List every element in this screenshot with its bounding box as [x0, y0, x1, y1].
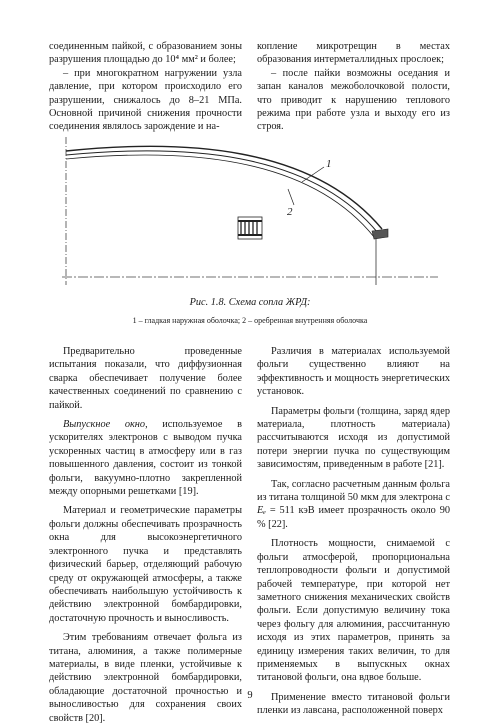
paragraph: Выпускное окно, используемое в ускорителях электронов с выводом пучка ускоренных частиц в атмосферу или в газ повышенного давления, состоит из тонкой фольги, вакуумно-плотно закрепленной между опорными решетками [19]. [49, 419, 242, 498]
paragraph: Параметры фольги (толщина, заряд ядер материала, плотность материала) рассчитываются исходя из допустимой потери энергии пучка по существующим зависимостям, приведенным в работе [21]. [257, 405, 450, 471]
label-2: 2 [287, 206, 293, 218]
text-column-left-bottom [49, 345, 242, 725]
text-column-left-top [49, 40, 242, 134]
paragraph: Предварительно проведенные испытания показали, что диффузионная сварка обеспечивает получение более качественных соединений по сравнению с пайкой. [49, 346, 242, 411]
text-column-right-bottom [257, 345, 450, 718]
paragraph: Плотность мощности, снимаемой с фольги атмосферой, пропорциональна теплопроводности фольги и допустимой рабочей температуре, при которой нет заметного снижения механических свойств фольги. Если допустимую величину тока через фольгу для алюминия, рассчитанную исходя из этих параметров, принять за единицу измерения таких величин, то для применяемых в выпускных окнах титановой фольги, она вдвое больше. [257, 538, 450, 684]
nozzle-diagram [62, 137, 438, 292]
paragraph: – при многократном нагружении узла давление, при котором происходило его разрушении, снижалось до 8–21 МПа. Основной причиной снижения прочности соединения являлось зарождение и на- [49, 67, 242, 133]
figure-caption [0, 297, 500, 308]
label-1: 1 [326, 158, 332, 170]
paragraph: Применение вместо титановой фольги пленки из лавсана, расположенной поверх [257, 691, 450, 717]
rib-section-detail [238, 217, 262, 239]
figure-legend: 1 – гладкая наружная оболочка; 2 – оребренная внутренняя оболочка [132, 316, 368, 325]
paragraph: Этим требованиям отвечает фольга из титана, алюминия, а также полимерные материалы, в виде пленки, устойчивые к действию электронной бомбардировки, обладающие достаточной прочностью и выносливостью для сохранения своих свойств [20]. [49, 632, 242, 724]
paragraph: – после пайки возможны оседания и запан каналов межоболочковой полости, что приводит к нарушению теплового режима при работе узла и выходу его из строя. [257, 67, 450, 133]
leader-line-2 [288, 189, 294, 205]
text-column-right-top [257, 40, 450, 134]
end-flange [372, 229, 388, 239]
paragraph: копление микротрещин в местах образования интерметаллидных прослоек; [257, 41, 450, 66]
page-number: 9 [247, 690, 253, 701]
paragraph: Так, согласно расчетным данным фольга из титана толщиной 50 мкм для электрона с Eₑ = 511 кэВ имеет прозрачность около 90 % [22]. [257, 478, 450, 530]
figure-caption-prefix: Рис. 1.8. [189, 297, 227, 308]
outer-shell [66, 146, 382, 229]
paragraph: Материал и геометрические параметры фольги должны обеспечивать прозрачность окна для высокоэнергетичного электронного пучка и представлять физический барьер, отделяющий рабочую среду от окружающей атмосферы, а также обеспечивать наибольшую устойчивость к действию электронной бомбардировки, достаточную прочность и выносливость. [49, 505, 242, 624]
term-output-window: Выпускное окно [63, 419, 146, 431]
paragraph: соединенным пайкой, с образованием зоны разрушения площадью до 10⁴ мм² и более; [49, 41, 242, 66]
electron-energy-symbol: Eₑ [257, 505, 266, 517]
paragraph: Различия в материалах используемой фольги существенно влияют на эффективность и мощность энергетических установок. [257, 346, 450, 398]
figure-caption-text: Схема сопла ЖРД: [228, 297, 311, 308]
